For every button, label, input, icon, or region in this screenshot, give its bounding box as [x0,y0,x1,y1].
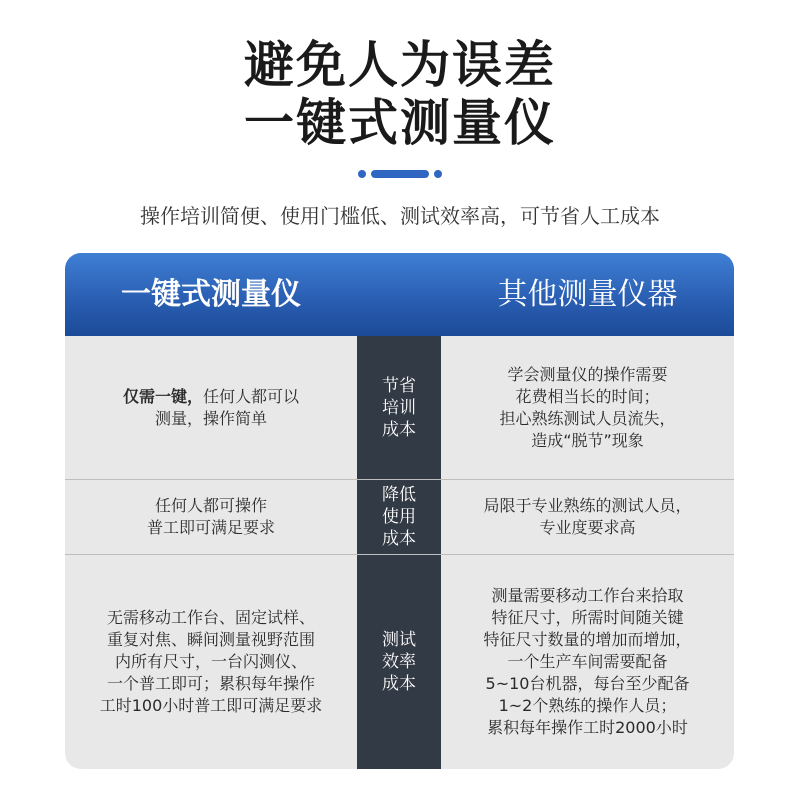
row2-right-line: 专业度要求高 [539,518,636,537]
row3-category [357,555,441,769]
row1-left-cell [73,336,349,479]
row2-category-line: 使用 [382,507,416,527]
decorative-dot [434,170,442,178]
page-title-line1: 避免人为误差 [244,36,556,94]
decorative-bar [371,170,429,178]
row3-category-line: 成本 [382,674,416,694]
row3-right-line: 1~2个熟练的操作人员； [498,696,677,715]
row1-right-line: 学会测量仪的操作需要 [507,364,668,384]
row1-right-line: 担心熟练测试人员流失， [499,408,676,428]
header-right: 其他测量仪器 [497,277,678,312]
row1-left-line: 任何人都可以 [203,386,300,406]
row3-right-line: 5~10台机器，每台至少配备 [485,674,690,693]
row3-category-line: 测试 [382,630,416,650]
subtitle: 操作培训简便、使用门槛低、测试效率高，可节省人工成本 [140,204,660,228]
row3-right-line: 一个生产车间需要配备 [507,652,668,671]
row1-category-line: 节省 [382,375,416,396]
row1-left-line: 测量，操作简单 [154,408,267,428]
row3-left-line: 无需移动工作台、固定试样、 [106,608,315,627]
decorative-dot [358,170,366,178]
row1-left-bold: 仅需一键， [122,386,203,406]
row2-category-line: 成本 [382,529,416,549]
row2-right-line: 局限于专业熟练的测试人员， [483,496,692,515]
row3-left-line: 内所有尺寸，一台闪测仪、 [114,652,307,671]
table-header [65,253,734,336]
row3-left-line: 工时100小时普工即可满足要求 [99,696,323,715]
row3-right-line: 特征尺寸，所需时间随关键 [491,608,684,627]
row1-right-line: 造成“脱节”现象 [531,430,644,450]
row3-left-cell [73,555,349,769]
row1-category-line: 成本 [382,419,416,440]
row2-category [357,480,441,554]
row2-left-line: 任何人都可操作 [154,496,267,515]
row3-left-line: 一个普工即可；累积每年操作 [106,674,315,693]
page-title-line2: 一键式测量仪 [244,94,556,152]
row3-right-cell [449,555,726,769]
row1-right-cell [449,336,726,479]
comparison-table [65,253,734,769]
row2-category-line: 降低 [382,485,416,505]
row1-category [357,336,441,479]
row3-right-line: 测量需要移动工作台来拾取 [491,586,684,605]
header-left: 一键式测量仪 [121,277,301,312]
row2-right-cell [449,480,726,554]
row1-right-line: 花费相当长的时间； [515,386,660,406]
row2-left-line: 普工即可满足要求 [146,518,275,537]
row2-left-cell [73,480,349,554]
row1-category-line: 培训 [382,397,416,418]
row3-right-line: 特征尺寸数量的增加而增加， [483,630,692,649]
row3-category-line: 效率 [382,652,416,672]
row3-right-line: 累积每年操作工时2000小时 [487,718,688,737]
row3-left-line: 重复对焦、瞬间测量视野范围 [106,630,315,649]
